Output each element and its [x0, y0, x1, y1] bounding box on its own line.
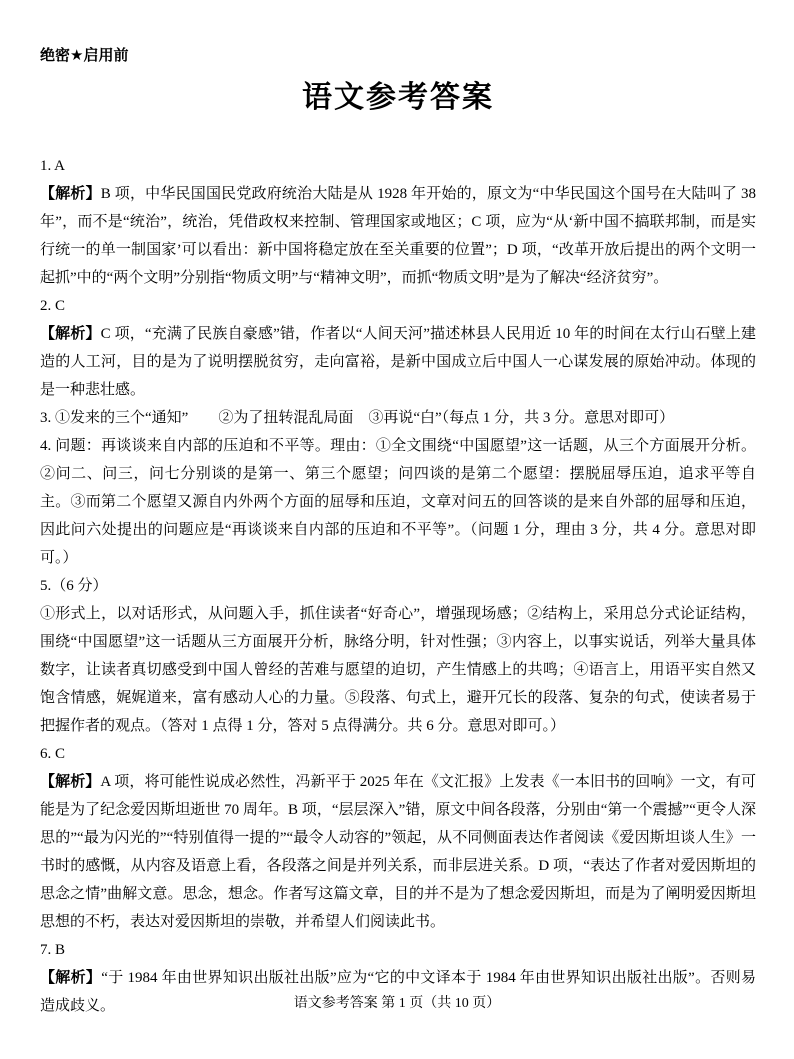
- analysis-text: C 项，“充满了民族自豪感”错，作者以“人间天河”描述林县人民用近 10 年的时间在太行山石壁上建造的人工河，目的是为了说明摆脱贫穷，走向富裕，是新中国成立后中国人一心谋发展的原始冲动。体现的是一种悲壮感。: [40, 326, 756, 398]
- analysis-text: “于 1984 年由世界知识出版社出版”应为“它的中文译本于 1984 年由世界知识出版社出版”。否则易造成歧义。: [40, 970, 756, 1014]
- answer-q2-head: 2. C: [40, 298, 66, 314]
- answers-body: [40, 152, 756, 1020]
- analysis-text: B 项，中华民国国民党政府统治大陆是从 1928 年开始的，原文为“中华民国这个国号在大陆叫了 38 年”，而不是“统治”，统治，凭借政权来控制、管理国家或地区；C 项，应为“从‘新中国不搞联邦制，而是实行统一的单一制国家’可以看出：新中国将稳定放在至关重要的位置”；D 项，“改革开放后提出的两个文明一起抓”中的“两个文明”分别指“物质文明”与“精神文明”，而抓“物质文明”是为了解决“经济贫穷”。: [40, 186, 756, 286]
- analysis-label: 【解析】: [40, 186, 101, 202]
- answer-q5-body: ①形式上，以对话形式，从问题入手，抓住读者“好奇心”，增强现场感；②结构上，采用总分式论证结构，围绕“中国愿望”这一话题从三方面展开分析，脉络分明，针对性强；③内容上，以事实说话，列举大量具体数字，让读者真切感受到中国人曾经的苦难与愿望的迫切，产生情感上的共鸣；④语言上，用语平实自然又饱含情感，娓娓道来，富有感动人心的力量。⑤段落、句式上，避开冗长的段落、复杂的句式，使读者易于把握作者的观点。（答对 1 点得 1 分，答对 5 点得满分。共 6 分。意思对即可。）: [40, 606, 756, 734]
- answer-q7-head: 7. B: [40, 942, 66, 958]
- analysis-text: A 项，将可能性说成必然性，冯新平于 2025 年在《文汇报》上发表《一本旧书的回响》一文，有可能是为了纪念爱因斯坦逝世 70 周年。B 项，“层层深入”错，原文中间各段落，分别由“第一个震撼”“更令人深思的”“最为闪光的”“特别值得一提的”“最令人动容的”领起，从不同侧面表达作者阅读《爱因斯坦谈人生》一书时的感慨，从内容及语意上看，各段落之间是并列关系，而非层进关系。D 项，“表达了作者对爱因斯坦的思念之情”曲解文意。思念，想念。作者写这篇文章，目的并不是为了想念爱因斯坦，而是为了阐明爱因斯坦思想的不朽，表达对爱因斯坦的崇敬，并希望人们阅读此书。: [40, 774, 756, 930]
- answer-q1-head: 1. A: [40, 158, 66, 174]
- analysis-label: 【解析】: [40, 970, 102, 986]
- page-title: 语文参考答案: [302, 81, 494, 114]
- answer-q4-body: 4. 问题：再谈谈来自内部的压迫和不平等。理由：①全文围绕“中国愿望”这一话题，从三个方面展开分析。②问二、问三，问七分别谈的是第一、第三个愿望；问四谈的是第二个愿望：摆脱屈辱压迫，追求平等自主。③而第二个愿望又源自内外两个方面的屈辱和压迫，文章对问五的回答谈的是来自外部的屈辱和压迫，因此问六处提出的问题应是“再谈谈来自内部的压迫和不平等”。（问题 1 分，理由 3 分，共 4 分。意思对即可。）: [40, 438, 756, 566]
- answer-q6-head: 6. C: [40, 746, 66, 762]
- answer-q5-head: 5.（6 分）: [40, 578, 108, 594]
- secrecy-notice: 绝密★启用前: [40, 47, 129, 64]
- answer-q2-analysis: [40, 320, 756, 404]
- page-footer: 语文参考答案 第 1 页（共 10 页）: [293, 996, 501, 1011]
- analysis-label: 【解析】: [40, 774, 101, 790]
- analysis-label: 【解析】: [40, 326, 101, 342]
- answer-q3-body: 3. ①发来的三个“通知” ②为了扭转混乱局面 ③再说“白”（每点 1 分，共 3 分。意思对即可）: [40, 410, 675, 426]
- answer-q1-analysis: [40, 180, 756, 292]
- answer-q6-analysis: [40, 768, 756, 936]
